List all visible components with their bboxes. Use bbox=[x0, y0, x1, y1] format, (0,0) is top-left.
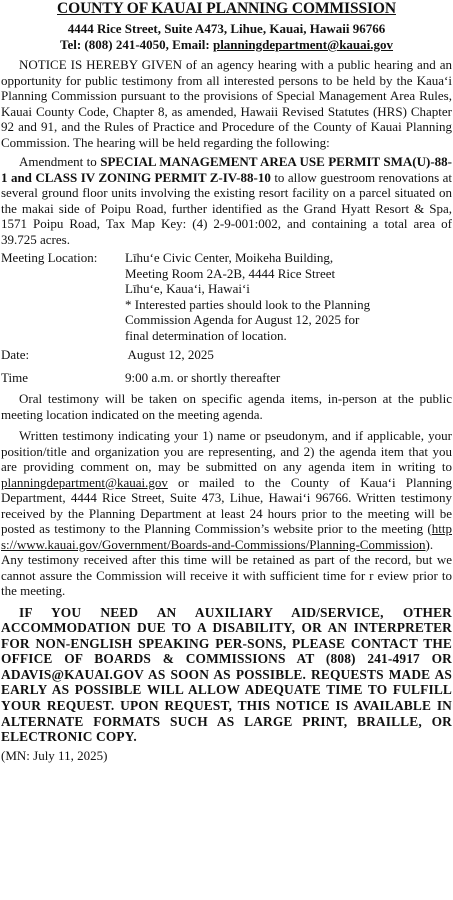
meeting-date-value: August 12, 2025 bbox=[125, 347, 214, 362]
testimony-email-link[interactable]: planningdepartment@kauai.gov bbox=[1, 474, 168, 490]
location-line: Meeting Room 2A-2B, 4444 Rice Street bbox=[125, 265, 336, 281]
meeting-location-label: Meeting Location: bbox=[1, 250, 98, 265]
amendment-prefix: Amendment to bbox=[19, 154, 101, 169]
notice-title: COUNTY OF KAUAI PLANNING COMMISSION bbox=[57, 0, 396, 17]
notice-paragraph: NOTICE IS HEREBY GIVEN of an agency hearing with a public hearing and an opportunity for public testimony from all interested persons to be held by the Kauaʻi Planning Commission pursuant to the provisions of Special Management Area Rules, Kauai County Code, Chapter 8, as amended, Hawaii Revised Statutes (HRS) Chapter 92 and 91, and the Rules of Practice and Procedure of the County of Kauai Planning Commission. The hearing will be held regarding the following: bbox=[1, 57, 452, 150]
contact-prefix: Tel: (808) 241-4050, Email: bbox=[59, 37, 213, 52]
location-line: * Interested parties should look to the Planning bbox=[125, 296, 371, 312]
location-line: Līhuʻe, Kauaʻi, Hawaiʻi bbox=[125, 281, 250, 296]
commission-website-link[interactable]: https://www.kauai.gov/Government/Boards-and-Commissions/Planning-Commission bbox=[1, 521, 452, 552]
location-line: Līhuʻe Civic Center, Moikeha Building, bbox=[125, 250, 334, 265]
oral-testimony-paragraph: Oral testimony will be taken on specific agenda items, in-person at the public meeting location indicated on the meeting agenda. bbox=[1, 391, 452, 422]
meeting-time-value: 9:00 a.m. or shortly thereafter bbox=[125, 369, 281, 385]
written-text-1: Written testimony indicating your 1) name or pseudonym, and if applicable, your position/title and organization you are representing, and 2) the agenda item that you are providing comment on, may be submitted on any agenda item in writing to bbox=[1, 428, 452, 474]
permit-numbers: SPECIAL MANAGEMENT AREA USE PERMIT SMA(U)-88-1 and CLASS IV ZONING PERMIT Z-IV-88-10 bbox=[1, 154, 452, 185]
commission-address: 4444 Rice Street, Suite A473, Lihue, Kauai, Hawaii 96766 bbox=[67, 21, 386, 36]
meeting-location-row bbox=[1, 250, 452, 343]
written-testimony-paragraph bbox=[1, 428, 452, 599]
accommodation-notice: IF YOU NEED AN AUXILIARY AID/SERVICE, OTHER ACCOMMODATION DUE TO A DISABILITY, OR AN INTERPRETER FOR NON-ENGLISH SPEAKING PER-SONS, PLEASE CONTACT THE OFFICE OF BOARDS & COMMISSIONS AT (808) 241-4917 OR ADAVIS@KAUAI.GOV AS SOON AS POSSIBLE. REQUESTS MADE AS EARLY AS POSSIBLE WILL ALLOW ADEQUATE TIME TO FULFILL YOUR REQUEST. UPON REQUEST, THIS NOTICE IS AVAILABLE IN ALTERNATE FORMATS SUCH AS LARGE PRINT, BRAILLE, OR ELECTRONIC COPY. bbox=[1, 604, 452, 745]
written-text-2: or mailed to the County of Kauaʻi Planning Department, 4444 Rice Street, Suite 473, Lihue, Hawaiʻi 96766. Written testimony received by the Planning Department at least 24 hours prior to the meeting will be posted as testimony to the Planning Commission’s website prior to the meeting ( bbox=[1, 474, 452, 536]
location-line: final determination of location. bbox=[125, 327, 287, 343]
publication-date: (MN: July 11, 2025) bbox=[1, 747, 108, 763]
location-line: Commission Agenda for August 12, 2025 for bbox=[125, 312, 360, 327]
contact-email-link[interactable]: planningdepartment@kauai.gov bbox=[212, 37, 394, 52]
meeting-date-row bbox=[1, 347, 452, 363]
meeting-date-label: Date: bbox=[1, 347, 30, 362]
commission-contact bbox=[0, 37, 453, 53]
written-text-3: ). Any testimony received after this time will be retained as part of the record, but we cannot assure the Commission will receive it with sufficient time for r eview prior to the meeting. bbox=[1, 536, 452, 598]
amendment-paragraph bbox=[1, 154, 452, 247]
meeting-time-label: Time bbox=[1, 369, 28, 385]
meeting-details bbox=[0, 247, 453, 385]
meeting-time-row bbox=[1, 370, 452, 386]
amendment-description: to allow guestroom renovations at several ground floor units involving the existing resort facility on a parcel situated on the makai side of Poipu Road, further identified as the Grand Hyatt Resort & Spa, 1571 Poipu Road, Tax Map Key: (4) 2-9-001:002, and containing a total area of 39.725 acres. bbox=[1, 169, 452, 247]
meeting-location-value bbox=[125, 250, 452, 343]
